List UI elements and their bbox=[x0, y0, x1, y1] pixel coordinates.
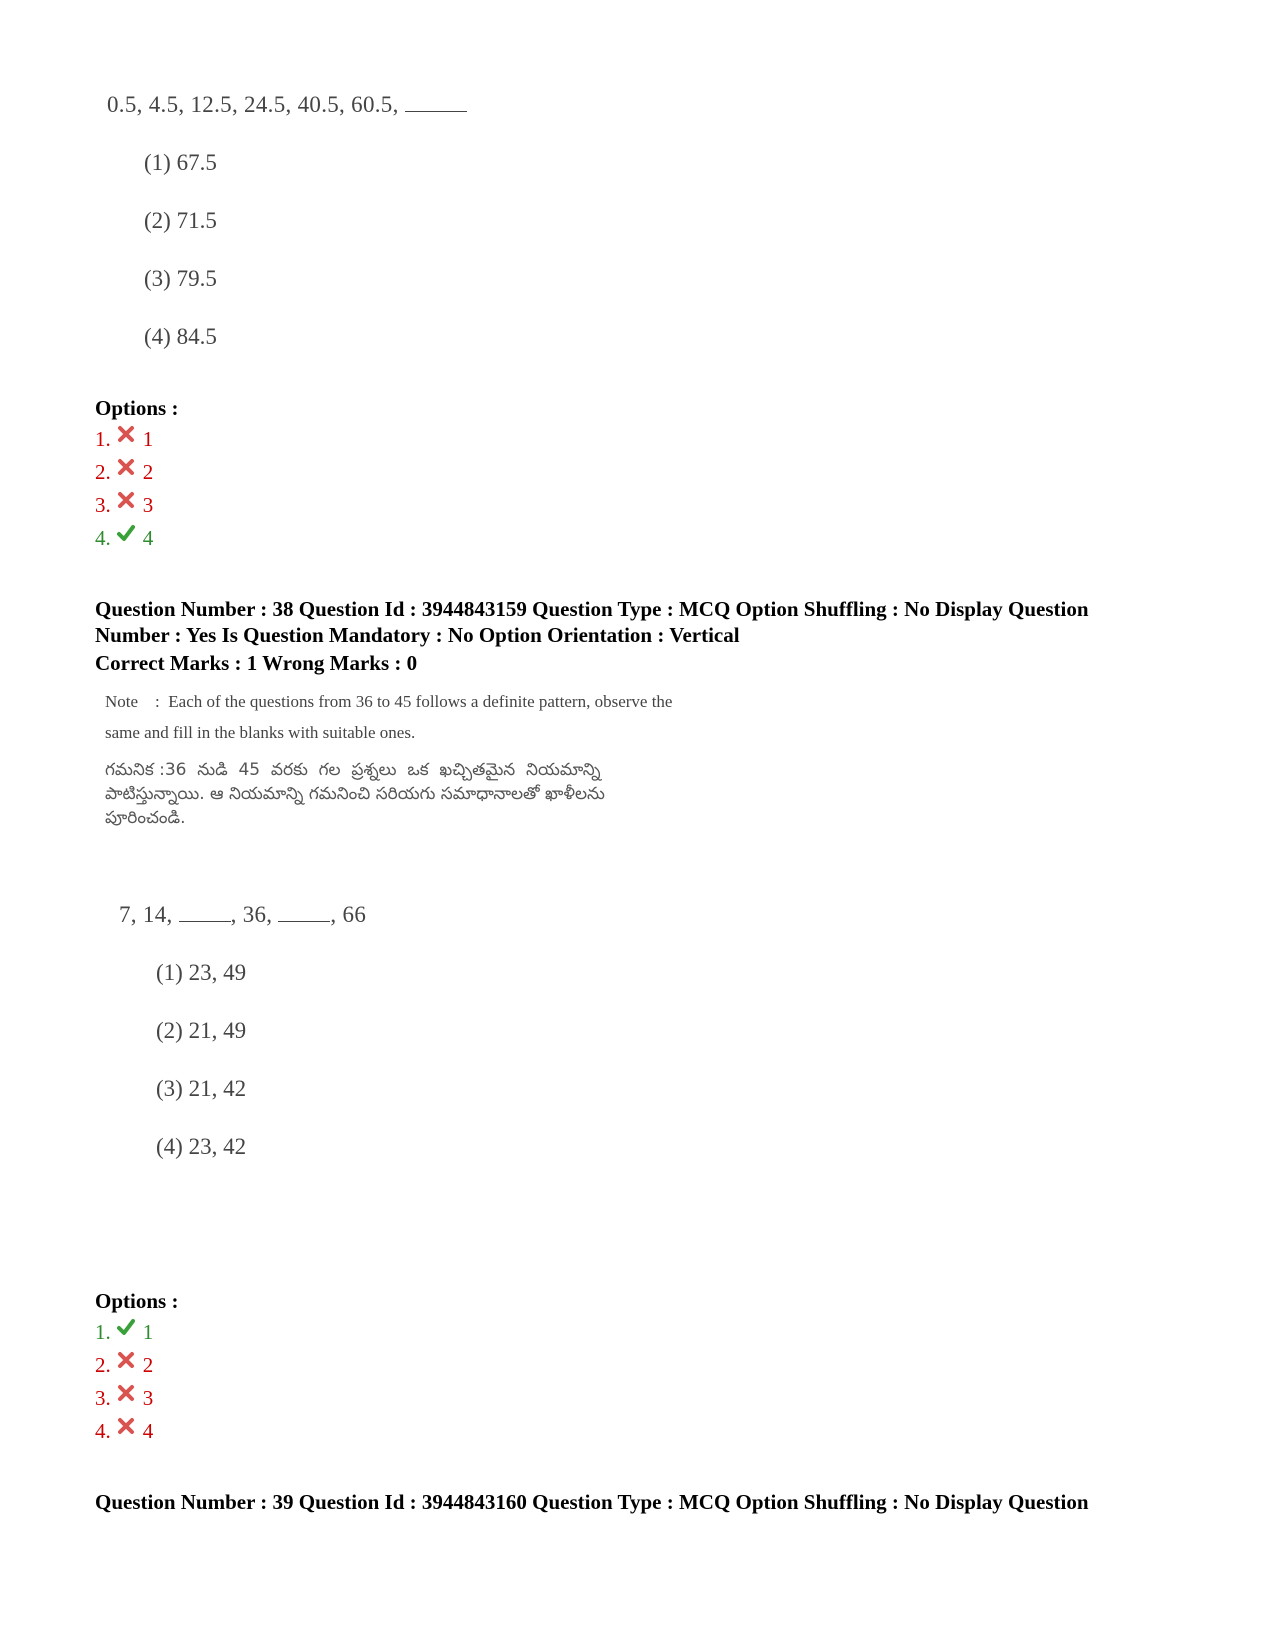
option-number: 4. bbox=[95, 1419, 111, 1443]
option-number: 4. bbox=[95, 526, 111, 550]
sequence-text: , 36, bbox=[230, 902, 279, 927]
options-list-q37 bbox=[95, 423, 153, 555]
option-value: 4 bbox=[142, 1419, 154, 1443]
option-row bbox=[95, 423, 153, 456]
options-list-q38 bbox=[95, 1316, 153, 1448]
option-value: 2 bbox=[142, 1353, 154, 1377]
note-line: Note : Each of the questions from 36 to 45 follows a definite pattern, observe the bbox=[105, 692, 673, 711]
option-value: 4 bbox=[142, 526, 154, 550]
choice-1: (1) 67.5 bbox=[144, 150, 217, 175]
option-value: 1 bbox=[142, 427, 154, 451]
note-line: పాటిస్తున్నాయి. ఆ నియమాన్ని గమనించి సరియగు సమాధానాలతో ఖాళీలను bbox=[105, 784, 605, 804]
choice-2: (2) 71.5 bbox=[144, 208, 217, 233]
question-sequence bbox=[107, 92, 467, 118]
options-heading: Options : bbox=[95, 396, 179, 420]
question-meta-line: Question Number : 39 Question Id : 3944843160 Question Type : MCQ Option Shuffling : No Display Question bbox=[95, 1490, 1089, 1514]
note-line: పూరించండి. bbox=[105, 808, 186, 828]
option-number: 2. bbox=[95, 1353, 111, 1377]
choice-4: (4) 84.5 bbox=[144, 324, 217, 349]
question-sequence bbox=[119, 902, 366, 928]
option-value: 3 bbox=[142, 1386, 154, 1410]
instruction-note-telugu bbox=[105, 758, 765, 830]
answer-blank bbox=[179, 920, 231, 922]
note-line: గమనిక :36 నుడి 45 వరకు గల ప్రశ్నలు ఒక ఖచ్చితమైన నియమాన్ని bbox=[105, 760, 601, 780]
instruction-note bbox=[105, 686, 765, 748]
option-row bbox=[95, 456, 153, 489]
option-row bbox=[95, 1382, 153, 1415]
cross-icon bbox=[117, 425, 135, 443]
option-value: 3 bbox=[142, 493, 154, 517]
cross-icon bbox=[117, 1351, 135, 1369]
marks-info: Correct Marks : 1 Wrong Marks : 0 bbox=[95, 651, 418, 675]
choice-4: (4) 23, 42 bbox=[156, 1134, 247, 1159]
option-number: 2. bbox=[95, 460, 111, 484]
cross-icon bbox=[117, 458, 135, 476]
choice-3: (3) 21, 42 bbox=[156, 1076, 247, 1101]
option-number: 3. bbox=[95, 1386, 111, 1410]
answer-blank bbox=[278, 920, 330, 922]
cross-icon bbox=[117, 491, 135, 509]
question-meta-line: Question Number : 38 Question Id : 3944843159 Question Type : MCQ Option Shuffling : No Display Question bbox=[95, 597, 1089, 621]
cross-icon bbox=[117, 1417, 135, 1435]
check-icon bbox=[117, 1318, 135, 1336]
question-meta bbox=[95, 1489, 1185, 1515]
cross-icon bbox=[117, 1384, 135, 1402]
sequence-text: 0.5, 4.5, 12.5, 24.5, 40.5, 60.5, bbox=[107, 92, 405, 117]
choice-2: (2) 21, 49 bbox=[156, 1018, 247, 1043]
question-meta-line: Number : Yes Is Question Mandatory : No Option Orientation : Vertical bbox=[95, 623, 740, 647]
option-number: 1. bbox=[95, 1320, 111, 1344]
option-row bbox=[95, 1316, 153, 1349]
option-row bbox=[95, 1415, 153, 1448]
choice-1: (1) 23, 49 bbox=[156, 960, 247, 985]
check-icon bbox=[117, 524, 135, 542]
option-number: 1. bbox=[95, 427, 111, 451]
option-number: 3. bbox=[95, 493, 111, 517]
sequence-text: 7, 14, bbox=[119, 902, 179, 927]
answer-blank bbox=[405, 110, 467, 112]
option-row bbox=[95, 1349, 153, 1382]
option-value: 2 bbox=[142, 460, 154, 484]
question-meta bbox=[95, 596, 1185, 648]
note-line: same and fill in the blanks with suitable ones. bbox=[105, 723, 416, 742]
choice-3: (3) 79.5 bbox=[144, 266, 217, 291]
option-row bbox=[95, 489, 153, 522]
option-value: 1 bbox=[142, 1320, 154, 1344]
sequence-text: , 66 bbox=[330, 902, 367, 927]
options-heading: Options : bbox=[95, 1289, 179, 1313]
option-row bbox=[95, 522, 153, 555]
